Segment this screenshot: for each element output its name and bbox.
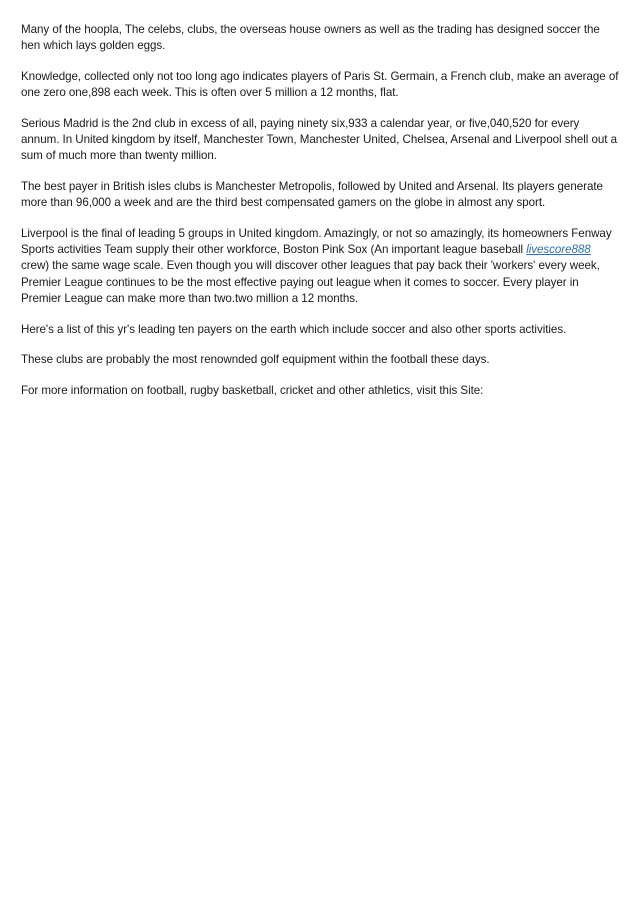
liverpool-text-before-link: Liverpool is the final of leading 5 groups in United kingdom. Amazingly, or not so amazingly, its homeowners Fenway Sports activities Team supply their other workforce, Boston Pink Sox (An important league baseball	[21, 226, 612, 257]
paragraph-psg-wages: Knowledge, collected only not too long ago indicates players of Paris St. Germain, a French club, make an average of one zero one,898 each week. This is often over 5 million a 12 months, flat.	[21, 69, 619, 100]
paragraph-hoopla: Many of the hoopla, The celebs, clubs, the overseas house owners as well as the trading has designed soccer the hen which lays golden eggs.	[21, 23, 600, 53]
paragraph-more-information: For more information on football, rugby basketball, cricket and other athletics, visit this Site:	[21, 383, 484, 397]
paragraph-madrid-wages: Serious Madrid is the 2nd club in excess of all, paying ninety six,933 a calendar year, or five,040,520 for every annum. In United kingdom by itself, Manchester Town, Manchester United, Chelsea, Arsenal and Liverpool shell out a sum of much more than twenty million.	[21, 116, 618, 163]
paragraph-top-ten-list: Here's a list of this yr's leading ten payers on the earth which include soccer and also other sports activities.	[21, 322, 567, 336]
document-body	[21, 22, 619, 413]
liverpool-text-after-link: crew) the same wage scale. Even though you will discover other leagues that pay back their 'workers' every week, Premier League continues to be the most effective paying out league when it comes to soccer. Every player in Premier League can make more than two.two million a 12 months.	[21, 259, 600, 306]
paragraph-liverpool	[21, 226, 619, 308]
paragraph-renowned-clubs: These clubs are probably the most renownded golf equipment within the football these days.	[21, 353, 490, 367]
paragraph-manchester-city: The best payer in British isles clubs is Manchester Metropolis, followed by United and Arsenal. Its players generate more than 96,000 a week and are the third best compensated gamers on the globe in almost any sport.	[21, 179, 603, 210]
livescore888-link[interactable]: livescore888	[526, 243, 591, 257]
